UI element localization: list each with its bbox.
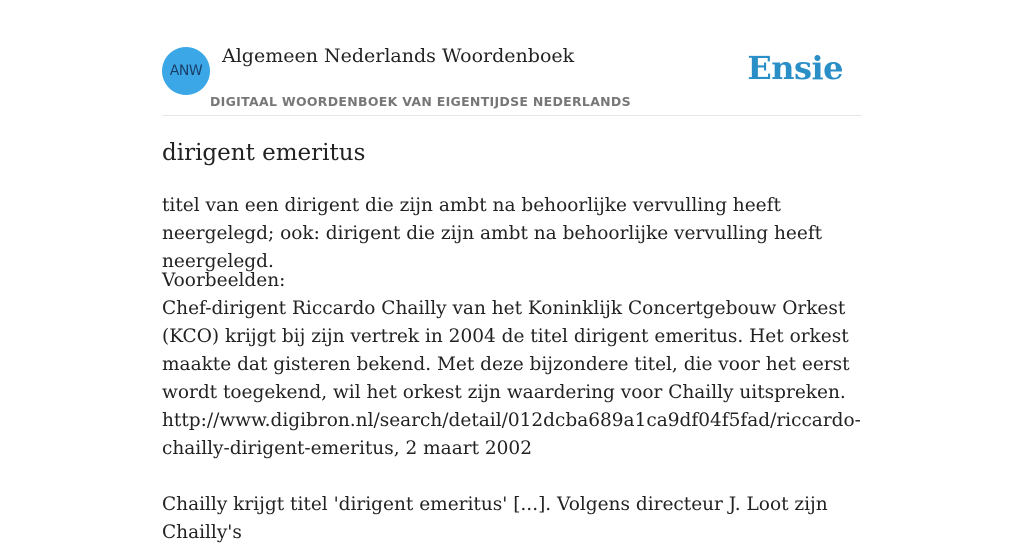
site-subtitle: DIGITAAL WOORDENBOEK VAN EIGENTIJDSE NEDERLANDS <box>210 94 631 109</box>
logo-text: ANW <box>169 63 203 79</box>
site-header <box>162 0 862 116</box>
entry-definition: titel van een dirigent die zijn ambt na behoorlijke vervulling heeft neergelegd; ook: dirigent die zijn ambt na behoorlijke vervulling heeft neergelegd. <box>162 195 823 272</box>
ensie-brand-link[interactable]: Ensie <box>747 49 843 87</box>
example-text: Chailly krijgt titel 'dirigent emeritus' [...]. Volgens directeur J. Loot zijn Chailly's <box>162 494 828 543</box>
page <box>162 0 862 543</box>
example-spacer <box>162 463 862 491</box>
example-text: Chef-dirigent Riccardo Chailly van het Koninklijk Concertgebouw Orkest (KCO) krijgt bij zijn vertrek in 2004 de titel dirigent emeritus. Het orkest maakte dat gisteren bekend. Met deze bijzondere titel, die voor het eerst wordt toegekend, wil het orkest zijn waardering voor Chailly uitspreken. <box>162 298 850 403</box>
example-source: http://www.digibron.nl/search/detail/012dcba689a1ca9df04f5fad/riccardo-chailly-dirigent-emeritus, 2 maart 2002 <box>162 410 861 459</box>
site-title[interactable]: Algemeen Nederlands Woordenboek <box>222 45 575 67</box>
examples-label: Voorbeelden: <box>162 270 286 291</box>
anw-logo[interactable] <box>162 47 210 95</box>
examples-section <box>162 267 862 547</box>
entry-title: dirigent emeritus <box>162 140 366 166</box>
